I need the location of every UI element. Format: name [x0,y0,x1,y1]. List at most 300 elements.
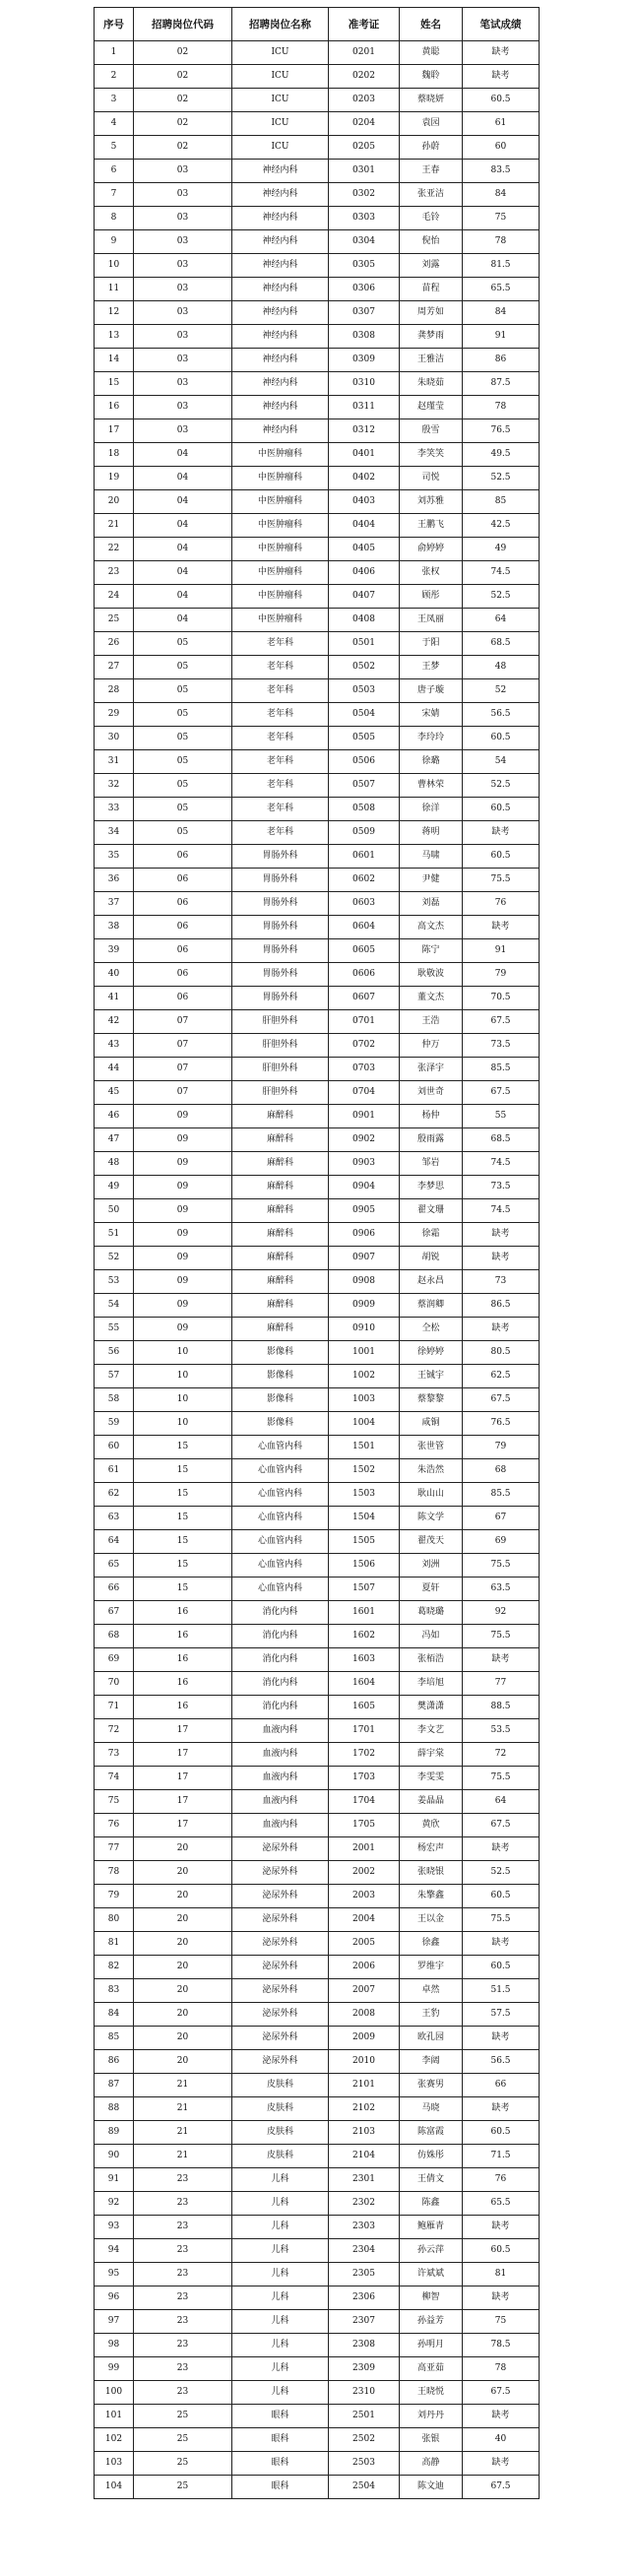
cell-index: 63 [95,1507,134,1530]
cell-position-name: 眼科 [232,2428,329,2452]
table-row [95,396,540,419]
cell-name: 张晓银 [400,1861,463,1885]
cell-name: 倪怡 [400,230,463,254]
cell-position-code: 21 [134,2097,232,2121]
cell-ticket-number: 2006 [329,1956,400,1979]
table-row [95,1318,540,1341]
cell-position-name: 老年科 [232,774,329,798]
cell-position-name: 泌尿外科 [232,1979,329,2003]
cell-index: 91 [95,2168,134,2192]
cell-position-code: 09 [134,1294,232,1318]
table-row [95,1412,540,1436]
cell-position-name: 胃肠外科 [232,939,329,963]
cell-written-score: 60 [463,136,540,160]
cell-written-score: 60.5 [463,2239,540,2263]
cell-ticket-number: 0604 [329,916,400,939]
cell-position-name: 泌尿外科 [232,2003,329,2027]
cell-written-score: 75.5 [463,1625,540,1648]
cell-position-name: 老年科 [232,750,329,774]
cell-written-score: 77 [463,1672,540,1696]
cell-ticket-number: 0904 [329,1176,400,1199]
cell-written-score: 缺考 [463,1648,540,1672]
table-row [95,2476,540,2499]
cell-ticket-number: 0703 [329,1058,400,1081]
cell-position-name: 老年科 [232,656,329,679]
cell-index: 62 [95,1483,134,1507]
cell-position-name: 神经内科 [232,278,329,301]
cell-written-score: 67.5 [463,2476,540,2499]
cell-name: 仝松 [400,1318,463,1341]
cell-ticket-number: 2102 [329,2097,400,2121]
cell-position-code: 16 [134,1672,232,1696]
table-row [95,1058,540,1081]
table-row [95,1010,540,1034]
table-row [95,798,540,821]
cell-ticket-number: 2001 [329,1837,400,1861]
cell-position-name: 皮肤科 [232,2121,329,2145]
cell-index: 34 [95,821,134,845]
table-row [95,1601,540,1625]
cell-written-score: 84 [463,183,540,207]
cell-ticket-number: 0907 [329,1247,400,1270]
cell-position-name: 神经内科 [232,349,329,372]
table-row [95,160,540,183]
cell-name: 司悦 [400,467,463,490]
cell-written-score: 缺考 [463,1247,540,1270]
cell-position-name: 中医肿瘤科 [232,609,329,632]
cell-ticket-number: 0204 [329,112,400,136]
cell-written-score: 78.5 [463,2334,540,2357]
cell-written-score: 92 [463,1601,540,1625]
cell-position-code: 06 [134,963,232,987]
cell-index: 14 [95,349,134,372]
cell-written-score: 64 [463,1790,540,1814]
cell-ticket-number: 1507 [329,1578,400,1601]
cell-index: 39 [95,939,134,963]
cell-index: 98 [95,2334,134,2357]
header-index: 序号 [95,8,134,41]
cell-name: 马晓 [400,2097,463,2121]
cell-index: 97 [95,2310,134,2334]
header-position-code: 招聘岗位代码 [134,8,232,41]
cell-name: 姜晶晶 [400,1790,463,1814]
cell-name: 黄欣 [400,1814,463,1837]
cell-position-code: 09 [134,1128,232,1152]
cell-position-name: ICU [232,136,329,160]
table-row [95,1979,540,2003]
table-row [95,1814,540,1837]
cell-written-score: 67.5 [463,1081,540,1105]
cell-ticket-number: 2304 [329,2239,400,2263]
cell-position-code: 04 [134,443,232,467]
table-row [95,2310,540,2334]
cell-written-score: 52.5 [463,585,540,609]
cell-index: 27 [95,656,134,679]
cell-index: 56 [95,1341,134,1365]
cell-index: 35 [95,845,134,869]
cell-position-code: 25 [134,2428,232,2452]
cell-written-score: 缺考 [463,1223,540,1247]
cell-index: 33 [95,798,134,821]
cell-index: 66 [95,1578,134,1601]
table-row [95,821,540,845]
table-row [95,372,540,396]
table-row [95,1483,540,1507]
table-row [95,1885,540,1908]
table-row [95,609,540,632]
cell-index: 100 [95,2381,134,2405]
cell-written-score: 60.5 [463,89,540,112]
cell-ticket-number: 2103 [329,2121,400,2145]
cell-index: 89 [95,2121,134,2145]
cell-position-name: 泌尿外科 [232,1885,329,1908]
cell-index: 70 [95,1672,134,1696]
cell-name: 王春 [400,160,463,183]
cell-position-name: 影像科 [232,1412,329,1436]
cell-position-name: 血液内科 [232,1790,329,1814]
cell-name: 刘丹丹 [400,2405,463,2428]
cell-written-score: 57.5 [463,2003,540,2027]
cell-ticket-number: 2007 [329,1979,400,2003]
cell-written-score: 缺考 [463,2405,540,2428]
cell-written-score: 78 [463,396,540,419]
cell-position-code: 05 [134,703,232,727]
cell-position-name: 麻醉科 [232,1318,329,1341]
cell-position-code: 23 [134,2168,232,2192]
cell-position-name: 消化内科 [232,1672,329,1696]
cell-written-score: 78 [463,230,540,254]
table-row [95,2334,540,2357]
cell-position-name: 影像科 [232,1341,329,1365]
cell-position-name: 神经内科 [232,419,329,443]
cell-ticket-number: 2302 [329,2192,400,2216]
table-row [95,987,540,1010]
cell-index: 4 [95,112,134,136]
cell-position-code: 16 [134,1601,232,1625]
cell-ticket-number: 0401 [329,443,400,467]
cell-ticket-number: 2004 [329,1908,400,1932]
cell-position-name: 心血管内科 [232,1459,329,1483]
cell-written-score: 52.5 [463,774,540,798]
cell-name: 张权 [400,561,463,585]
cell-ticket-number: 0906 [329,1223,400,1247]
cell-ticket-number: 2310 [329,2381,400,2405]
cell-position-code: 10 [134,1341,232,1365]
cell-name: 刘苏雅 [400,490,463,514]
cell-index: 68 [95,1625,134,1648]
cell-ticket-number: 1001 [329,1341,400,1365]
cell-written-score: 86 [463,349,540,372]
cell-name: 柳智 [400,2286,463,2310]
cell-name: 陈文学 [400,1507,463,1530]
cell-name: 翟文珊 [400,1199,463,1223]
cell-index: 87 [95,2074,134,2097]
cell-position-code: 20 [134,1932,232,1956]
cell-index: 101 [95,2405,134,2428]
table-row [95,2216,540,2239]
cell-position-name: 神经内科 [232,372,329,396]
cell-index: 57 [95,1365,134,1388]
cell-position-code: 07 [134,1058,232,1081]
cell-name: 朱晓茹 [400,372,463,396]
table-row [95,1081,540,1105]
cell-ticket-number: 2309 [329,2357,400,2381]
cell-index: 95 [95,2263,134,2286]
cell-ticket-number: 0507 [329,774,400,798]
cell-index: 1 [95,41,134,65]
cell-position-name: 泌尿外科 [232,1837,329,1861]
cell-written-score: 56.5 [463,703,540,727]
cell-name: 翟茂天 [400,1530,463,1554]
table-row [95,2428,540,2452]
cell-position-name: 儿科 [232,2216,329,2239]
cell-ticket-number: 2003 [329,1885,400,1908]
table-row [95,561,540,585]
cell-position-code: 23 [134,2334,232,2357]
cell-position-code: 09 [134,1318,232,1341]
table-row [95,1530,540,1554]
cell-position-name: 麻醉科 [232,1128,329,1152]
table-row [95,2381,540,2405]
cell-name: 罗维宇 [400,1956,463,1979]
cell-position-name: 心血管内科 [232,1507,329,1530]
cell-written-score: 71.5 [463,2145,540,2168]
table-row [95,2050,540,2074]
cell-ticket-number: 0504 [329,703,400,727]
cell-written-score: 75.5 [463,1554,540,1578]
cell-written-score: 48 [463,656,540,679]
cell-name: 张赛男 [400,2074,463,2097]
cell-written-score: 49 [463,538,540,561]
cell-position-code: 23 [134,2239,232,2263]
cell-written-score: 87.5 [463,372,540,396]
cell-ticket-number: 0404 [329,514,400,538]
table-row [95,2145,540,2168]
cell-index: 23 [95,561,134,585]
table-row [95,1932,540,1956]
cell-name: 董文杰 [400,987,463,1010]
table-row [95,845,540,869]
cell-position-code: 03 [134,207,232,230]
cell-position-name: 消化内科 [232,1601,329,1625]
cell-written-score: 66 [463,2074,540,2097]
table-row [95,1743,540,1767]
cell-written-score: 67.5 [463,1814,540,1837]
cell-written-score: 缺考 [463,2027,540,2050]
cell-ticket-number: 2307 [329,2310,400,2334]
table-row [95,1672,540,1696]
cell-position-code: 06 [134,916,232,939]
cell-written-score: 55 [463,1105,540,1128]
cell-position-code: 20 [134,1885,232,1908]
cell-index: 18 [95,443,134,467]
cell-position-name: 消化内科 [232,1696,329,1719]
cell-ticket-number: 0501 [329,632,400,656]
cell-position-name: 胃肠外科 [232,845,329,869]
cell-name: 尹健 [400,869,463,892]
cell-name: 马啸 [400,845,463,869]
cell-position-name: 麻醉科 [232,1270,329,1294]
cell-index: 72 [95,1719,134,1743]
cell-index: 81 [95,1932,134,1956]
cell-position-code: 25 [134,2405,232,2428]
cell-written-score: 54 [463,750,540,774]
cell-name: 陈鑫 [400,2192,463,2216]
cell-written-score: 73.5 [463,1034,540,1058]
cell-written-score: 79 [463,1436,540,1459]
cell-index: 28 [95,679,134,703]
cell-name: 许斌斌 [400,2263,463,2286]
cell-position-code: 23 [134,2357,232,2381]
cell-position-name: 神经内科 [232,325,329,349]
cell-name: 王雅洁 [400,349,463,372]
cell-ticket-number: 0503 [329,679,400,703]
cell-position-name: 影像科 [232,1388,329,1412]
cell-written-score: 65.5 [463,278,540,301]
table-row [95,774,540,798]
cell-ticket-number: 0505 [329,727,400,750]
cell-index: 3 [95,89,134,112]
cell-index: 12 [95,301,134,325]
table-row [95,301,540,325]
cell-written-score: 76.5 [463,1412,540,1436]
cell-position-name: 儿科 [232,2310,329,2334]
table-row [95,750,540,774]
cell-position-code: 23 [134,2216,232,2239]
cell-ticket-number: 0909 [329,1294,400,1318]
cell-ticket-number: 0304 [329,230,400,254]
cell-written-score: 85.5 [463,1483,540,1507]
cell-name: 胡锐 [400,1247,463,1270]
cell-written-score: 85.5 [463,1058,540,1081]
cell-position-code: 09 [134,1152,232,1176]
table-row [95,703,540,727]
cell-index: 53 [95,1270,134,1294]
table-row [95,1790,540,1814]
table-row [95,2263,540,2286]
cell-name: 张银 [400,2428,463,2452]
cell-index: 77 [95,1837,134,1861]
cell-name: 冯如 [400,1625,463,1648]
cell-position-code: 05 [134,774,232,798]
cell-position-name: 中医肿瘤科 [232,467,329,490]
cell-position-code: 20 [134,2050,232,2074]
cell-position-code: 06 [134,845,232,869]
cell-name: 周芳如 [400,301,463,325]
cell-index: 20 [95,490,134,514]
table-row [95,443,540,467]
cell-written-score: 60.5 [463,845,540,869]
cell-position-name: 麻醉科 [232,1152,329,1176]
cell-ticket-number: 0702 [329,1034,400,1058]
cell-position-name: 老年科 [232,632,329,656]
cell-position-code: 03 [134,325,232,349]
cell-ticket-number: 0312 [329,419,400,443]
cell-index: 13 [95,325,134,349]
table-row [95,41,540,65]
cell-position-code: 03 [134,183,232,207]
cell-written-score: 64 [463,609,540,632]
cell-position-name: 皮肤科 [232,2074,329,2097]
cell-position-code: 10 [134,1412,232,1436]
table-row [95,183,540,207]
cell-written-score: 52 [463,679,540,703]
cell-name: 王豹 [400,2003,463,2027]
cell-written-score: 缺考 [463,2286,540,2310]
cell-written-score: 缺考 [463,1318,540,1341]
cell-index: 44 [95,1058,134,1081]
cell-position-name: ICU [232,112,329,136]
cell-position-code: 20 [134,1956,232,1979]
cell-position-name: ICU [232,89,329,112]
cell-position-name: 麻醉科 [232,1176,329,1199]
cell-position-name: 心血管内科 [232,1530,329,1554]
cell-position-code: 23 [134,2381,232,2405]
cell-ticket-number: 0405 [329,538,400,561]
table-row [95,2097,540,2121]
cell-written-score: 75 [463,2310,540,2334]
table-row [95,1365,540,1388]
cell-ticket-number: 0502 [329,656,400,679]
table-row [95,254,540,278]
table-row [95,1908,540,1932]
cell-name: 李玲玲 [400,727,463,750]
cell-written-score: 67 [463,1507,540,1530]
cell-written-score: 85 [463,490,540,514]
cell-position-code: 02 [134,112,232,136]
cell-position-name: 血液内科 [232,1767,329,1790]
cell-ticket-number: 0506 [329,750,400,774]
cell-written-score: 73.5 [463,1176,540,1199]
cell-position-code: 23 [134,2286,232,2310]
table-row [95,679,540,703]
cell-position-name: 儿科 [232,2357,329,2381]
cell-ticket-number: 0301 [329,160,400,183]
cell-ticket-number: 0308 [329,325,400,349]
cell-position-code: 09 [134,1223,232,1247]
cell-position-name: 老年科 [232,679,329,703]
cell-position-name: 神经内科 [232,230,329,254]
cell-index: 22 [95,538,134,561]
cell-position-code: 17 [134,1719,232,1743]
table-row [95,490,540,514]
cell-index: 82 [95,1956,134,1979]
cell-name: 王以金 [400,1908,463,1932]
cell-ticket-number: 0602 [329,869,400,892]
table-row [95,1861,540,1885]
cell-written-score: 62.5 [463,1365,540,1388]
cell-written-score: 缺考 [463,2216,540,2239]
cell-position-code: 17 [134,1743,232,1767]
table-row [95,2452,540,2476]
cell-written-score: 76.5 [463,419,540,443]
cell-position-name: 神经内科 [232,254,329,278]
cell-index: 73 [95,1743,134,1767]
cell-position-name: 中医肿瘤科 [232,538,329,561]
cell-position-code: 15 [134,1554,232,1578]
cell-ticket-number: 1703 [329,1767,400,1790]
cell-written-score: 75.5 [463,1908,540,1932]
cell-name: 杨宏声 [400,1837,463,1861]
cell-written-score: 81.5 [463,254,540,278]
cell-index: 59 [95,1412,134,1436]
cell-position-code: 21 [134,2145,232,2168]
table-row [95,963,540,987]
cell-position-name: 胃肠外科 [232,963,329,987]
cell-position-name: 中医肿瘤科 [232,514,329,538]
cell-name: 李阔 [400,2050,463,2074]
cell-position-name: 儿科 [232,2334,329,2357]
